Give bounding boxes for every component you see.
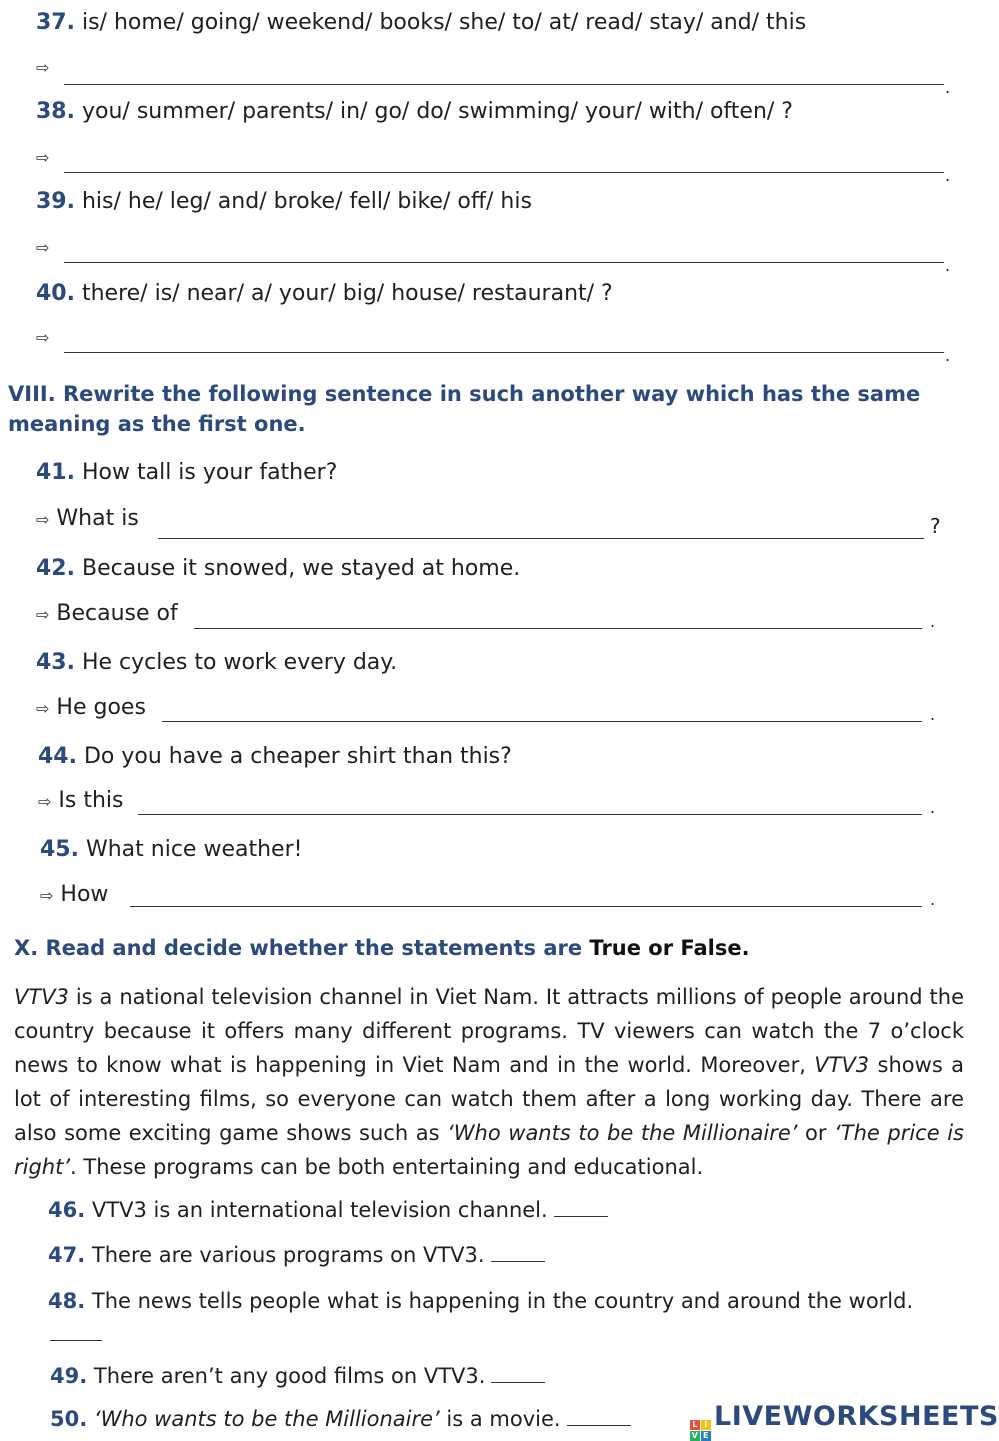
question-number: 38.: [36, 99, 75, 124]
end-punctuation: .: [945, 256, 951, 275]
arrow-icon: ⇨: [40, 886, 54, 905]
section-heading-viii: [8, 382, 920, 436]
logo-letter: V: [691, 1431, 699, 1440]
passage-text: . These programs can be both entertaining and educational.: [70, 1155, 704, 1179]
original-sentence: He cycles to work every day.: [81, 650, 398, 675]
section-title-black: True or False.: [589, 936, 750, 960]
liveworksheets-logo: [690, 1401, 999, 1441]
passage-text: or: [797, 1121, 835, 1145]
logo-letter: E: [701, 1431, 711, 1441]
tf-item-48: [48, 1289, 913, 1313]
logo-text: LIVEWORKSHEETS: [714, 1401, 999, 1432]
end-punctuation: .: [930, 705, 936, 724]
question-number: 46.: [48, 1198, 86, 1222]
answer-line[interactable]: [64, 84, 944, 85]
sentence-prompt: How: [60, 882, 109, 907]
question-words: is/ home/ going/ weekend/ books/ she/ to/ at/ read/ stay/ and/ this: [81, 10, 807, 35]
answer-line[interactable]: [130, 906, 922, 907]
passage-text: is a national television channel in Viet Nam. It attracts millions of people around the country because it offers many different programs. TV viewers can watch the 7 o’clock news to know what is happening in Viet Nam and in the world. Moreover,: [14, 985, 964, 1077]
logo-letter: L: [690, 1420, 700, 1430]
statement-text: VTV3 is an international television channel.: [91, 1198, 548, 1222]
end-punctuation: .: [930, 612, 936, 631]
statement-show-title: ‘Who wants to be the Millionaire’: [93, 1407, 440, 1431]
answer-line[interactable]: [64, 262, 944, 263]
sentence-prompt: Is this: [58, 788, 124, 813]
section-title-line-2: meaning as the first one.: [8, 412, 306, 436]
question-number: 41.: [36, 460, 75, 485]
answer-line[interactable]: [162, 721, 922, 722]
answer-blank[interactable]: [491, 1261, 545, 1262]
question-words: you/ summer/ parents/ in/ go/ do/ swimming/ your/ with/ often/ ?: [81, 99, 793, 124]
answer-line[interactable]: [158, 538, 924, 539]
question-number: 43.: [36, 650, 75, 675]
arrow-icon: ⇨: [38, 792, 52, 811]
question-number: 49.: [50, 1364, 88, 1388]
tf-item-46: [48, 1198, 608, 1222]
end-punctuation: .: [945, 346, 951, 365]
section-title-blue: X. Read and decide whether the statements are: [14, 936, 590, 960]
sentence-prompt: What is: [56, 506, 139, 531]
arrow-icon: ⇨: [36, 605, 50, 624]
question-number: 50.: [50, 1407, 88, 1431]
statement-text: There are various programs on VTV3.: [91, 1243, 485, 1267]
section-heading-x: [14, 936, 750, 960]
statement-text: is a movie.: [439, 1407, 561, 1431]
passage-show-title: ‘The price is right’: [14, 1121, 964, 1179]
question-number: 47.: [48, 1243, 86, 1267]
end-punctuation: .: [930, 890, 936, 909]
passage-text: shows a lot of interesting films, so everyone can watch them after a long working day. There are also some exciting game shows such as: [14, 1053, 964, 1145]
end-punctuation: .: [945, 166, 951, 185]
section-title-line-1: VIII. Rewrite the following sentence in such another way which has the same: [8, 382, 921, 406]
original-sentence: Because it snowed, we stayed at home.: [81, 556, 521, 581]
reading-passage: [14, 980, 964, 1184]
original-sentence: How tall is your father?: [81, 460, 338, 485]
answer-line[interactable]: [64, 172, 944, 173]
arrow-icon: ⇨: [36, 510, 50, 529]
question-number: 42.: [36, 556, 75, 581]
tf-item-49: [50, 1364, 545, 1388]
passage-show-title: ‘Who wants to be the Millionaire’: [447, 1121, 798, 1145]
answer-line[interactable]: [138, 814, 922, 815]
statement-text: There aren’t any good films on VTV3.: [93, 1364, 486, 1388]
answer-line[interactable]: [64, 352, 944, 353]
sentence-prompt: Because of: [56, 601, 178, 626]
arrow-icon: ⇨: [36, 58, 50, 77]
original-sentence: Do you have a cheaper shirt than this?: [83, 744, 512, 769]
logo-icon: [690, 1420, 711, 1441]
question-words: his/ he/ leg/ and/ broke/ fell/ bike/ off/ his: [81, 189, 532, 214]
tf-item-50: [50, 1407, 631, 1431]
question-number: 48.: [48, 1289, 86, 1313]
question-number: 39.: [36, 189, 75, 214]
end-punctuation: .: [930, 798, 936, 817]
end-punctuation: ?: [930, 514, 941, 538]
arrow-icon: ⇨: [36, 328, 50, 347]
tf-item-47: [48, 1243, 545, 1267]
question-number: 37.: [36, 10, 75, 35]
end-punctuation: .: [945, 78, 951, 97]
sentence-prompt: He goes: [56, 695, 146, 720]
passage-channel-name: VTV3: [14, 985, 69, 1009]
answer-blank[interactable]: [50, 1340, 102, 1341]
logo-letter: I: [701, 1420, 711, 1430]
arrow-icon: ⇨: [36, 238, 50, 257]
arrow-icon: ⇨: [36, 148, 50, 167]
arrow-icon: ⇨: [36, 699, 50, 718]
answer-blank[interactable]: [554, 1216, 608, 1217]
answer-blank[interactable]: [491, 1382, 545, 1383]
original-sentence: What nice weather!: [85, 837, 303, 862]
statement-text: The news tells people what is happening in the country and around the world.: [91, 1289, 914, 1313]
question-number: 44.: [38, 744, 77, 769]
question-number: 45.: [40, 837, 79, 862]
question-words: there/ is/ near/ a/ your/ big/ house/ restaurant/ ?: [81, 281, 613, 306]
passage-channel-name: VTV3: [814, 1053, 870, 1077]
question-number: 40.: [36, 281, 75, 306]
answer-line[interactable]: [194, 628, 922, 629]
answer-blank[interactable]: [567, 1425, 631, 1426]
